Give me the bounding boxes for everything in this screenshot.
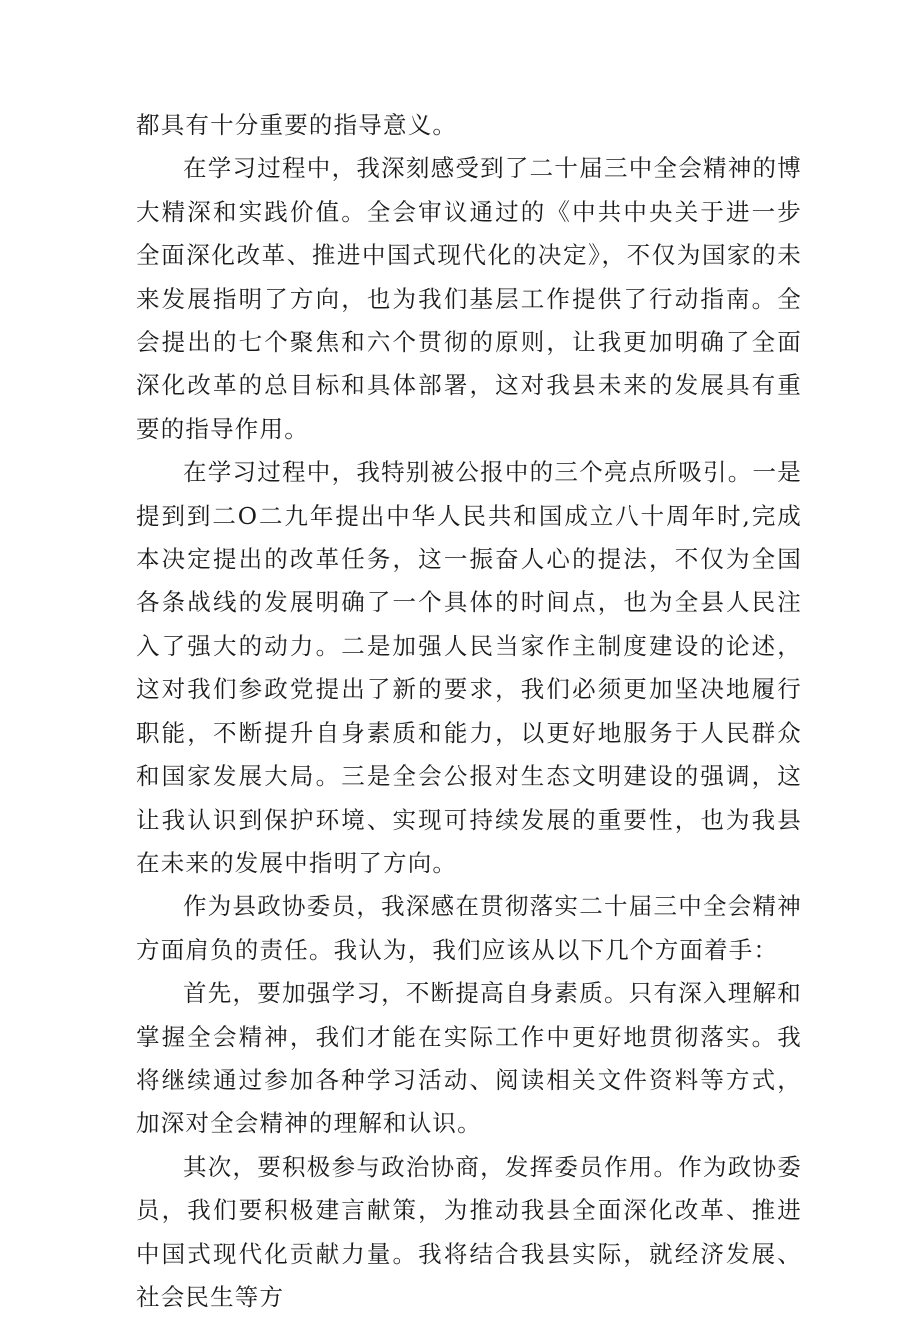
paragraph-continuation: 都具有十分重要的指导意义。 — [136, 111, 458, 139]
paragraph-committee-responsibility: 作为县政协委员，我深感在贯彻落实二十届三中全会精神方面肩负的责任。我认为，我们应该从以下几个方面着手： — [136, 892, 802, 964]
paragraph-first-study: 首先，要加强学习，不断提高自身素质。只有深入理解和掌握全会精神，我们才能在实际工作中更好地贯彻落实。我将继续通过参加各种学习活动、阅读相关文件资料等方式，加深对全会精神的理解和认识。 — [136, 979, 802, 1138]
paragraph-plenum-spirit: 在学习过程中，我深刻感受到了二十届三中全会精神的博大精深和实践价值。全会审议通过的《中共中央关于进一步全面深化改革、推进中国式现代化的决定》，不仅为国家的未来发展指明了方向，也为我们基层工作提供了行动指南。全会提出的七个聚焦和六个贯彻的原则，让我更加明确了全面深化改革的总目标和具体部署，这对我县未来的发展具有重要的指导作用。 — [136, 154, 802, 443]
paragraph-three-highlights: 在学习过程中，我特别被公报中的三个亮点所吸引。一是提到到二O二九年提出中华人民共和国成立八十周年时,完成本决定提出的改革任务，这一振奋人心的提法，不仅为全国各条战线的发展明确了一个具体的时间点，也为全县人民注入了强大的动力。二是加强人民当家作主制度建设的论述，这对我们参政党提出了新的要求，我们必须更加坚决地履行职能，不断提升自身素质和能力，以更好地服务于人民群众和国家发展大局。三是全会公报对生态文明建设的强调，这让我认识到保护环境、实现可持续发展的重要性，也为我县在未来的发展中指明了方向。 — [136, 458, 802, 877]
document-page — [136, 104, 802, 1319]
paragraph-second-consultation: 其次，要积极参与政治协商，发挥委员作用。作为政协委员，我们要积极建言献策，为推动我县全面深化改革、推进中国式现代化贡献力量。我将结合我县实际，就经济发展、社会民生等方 — [136, 1152, 802, 1311]
